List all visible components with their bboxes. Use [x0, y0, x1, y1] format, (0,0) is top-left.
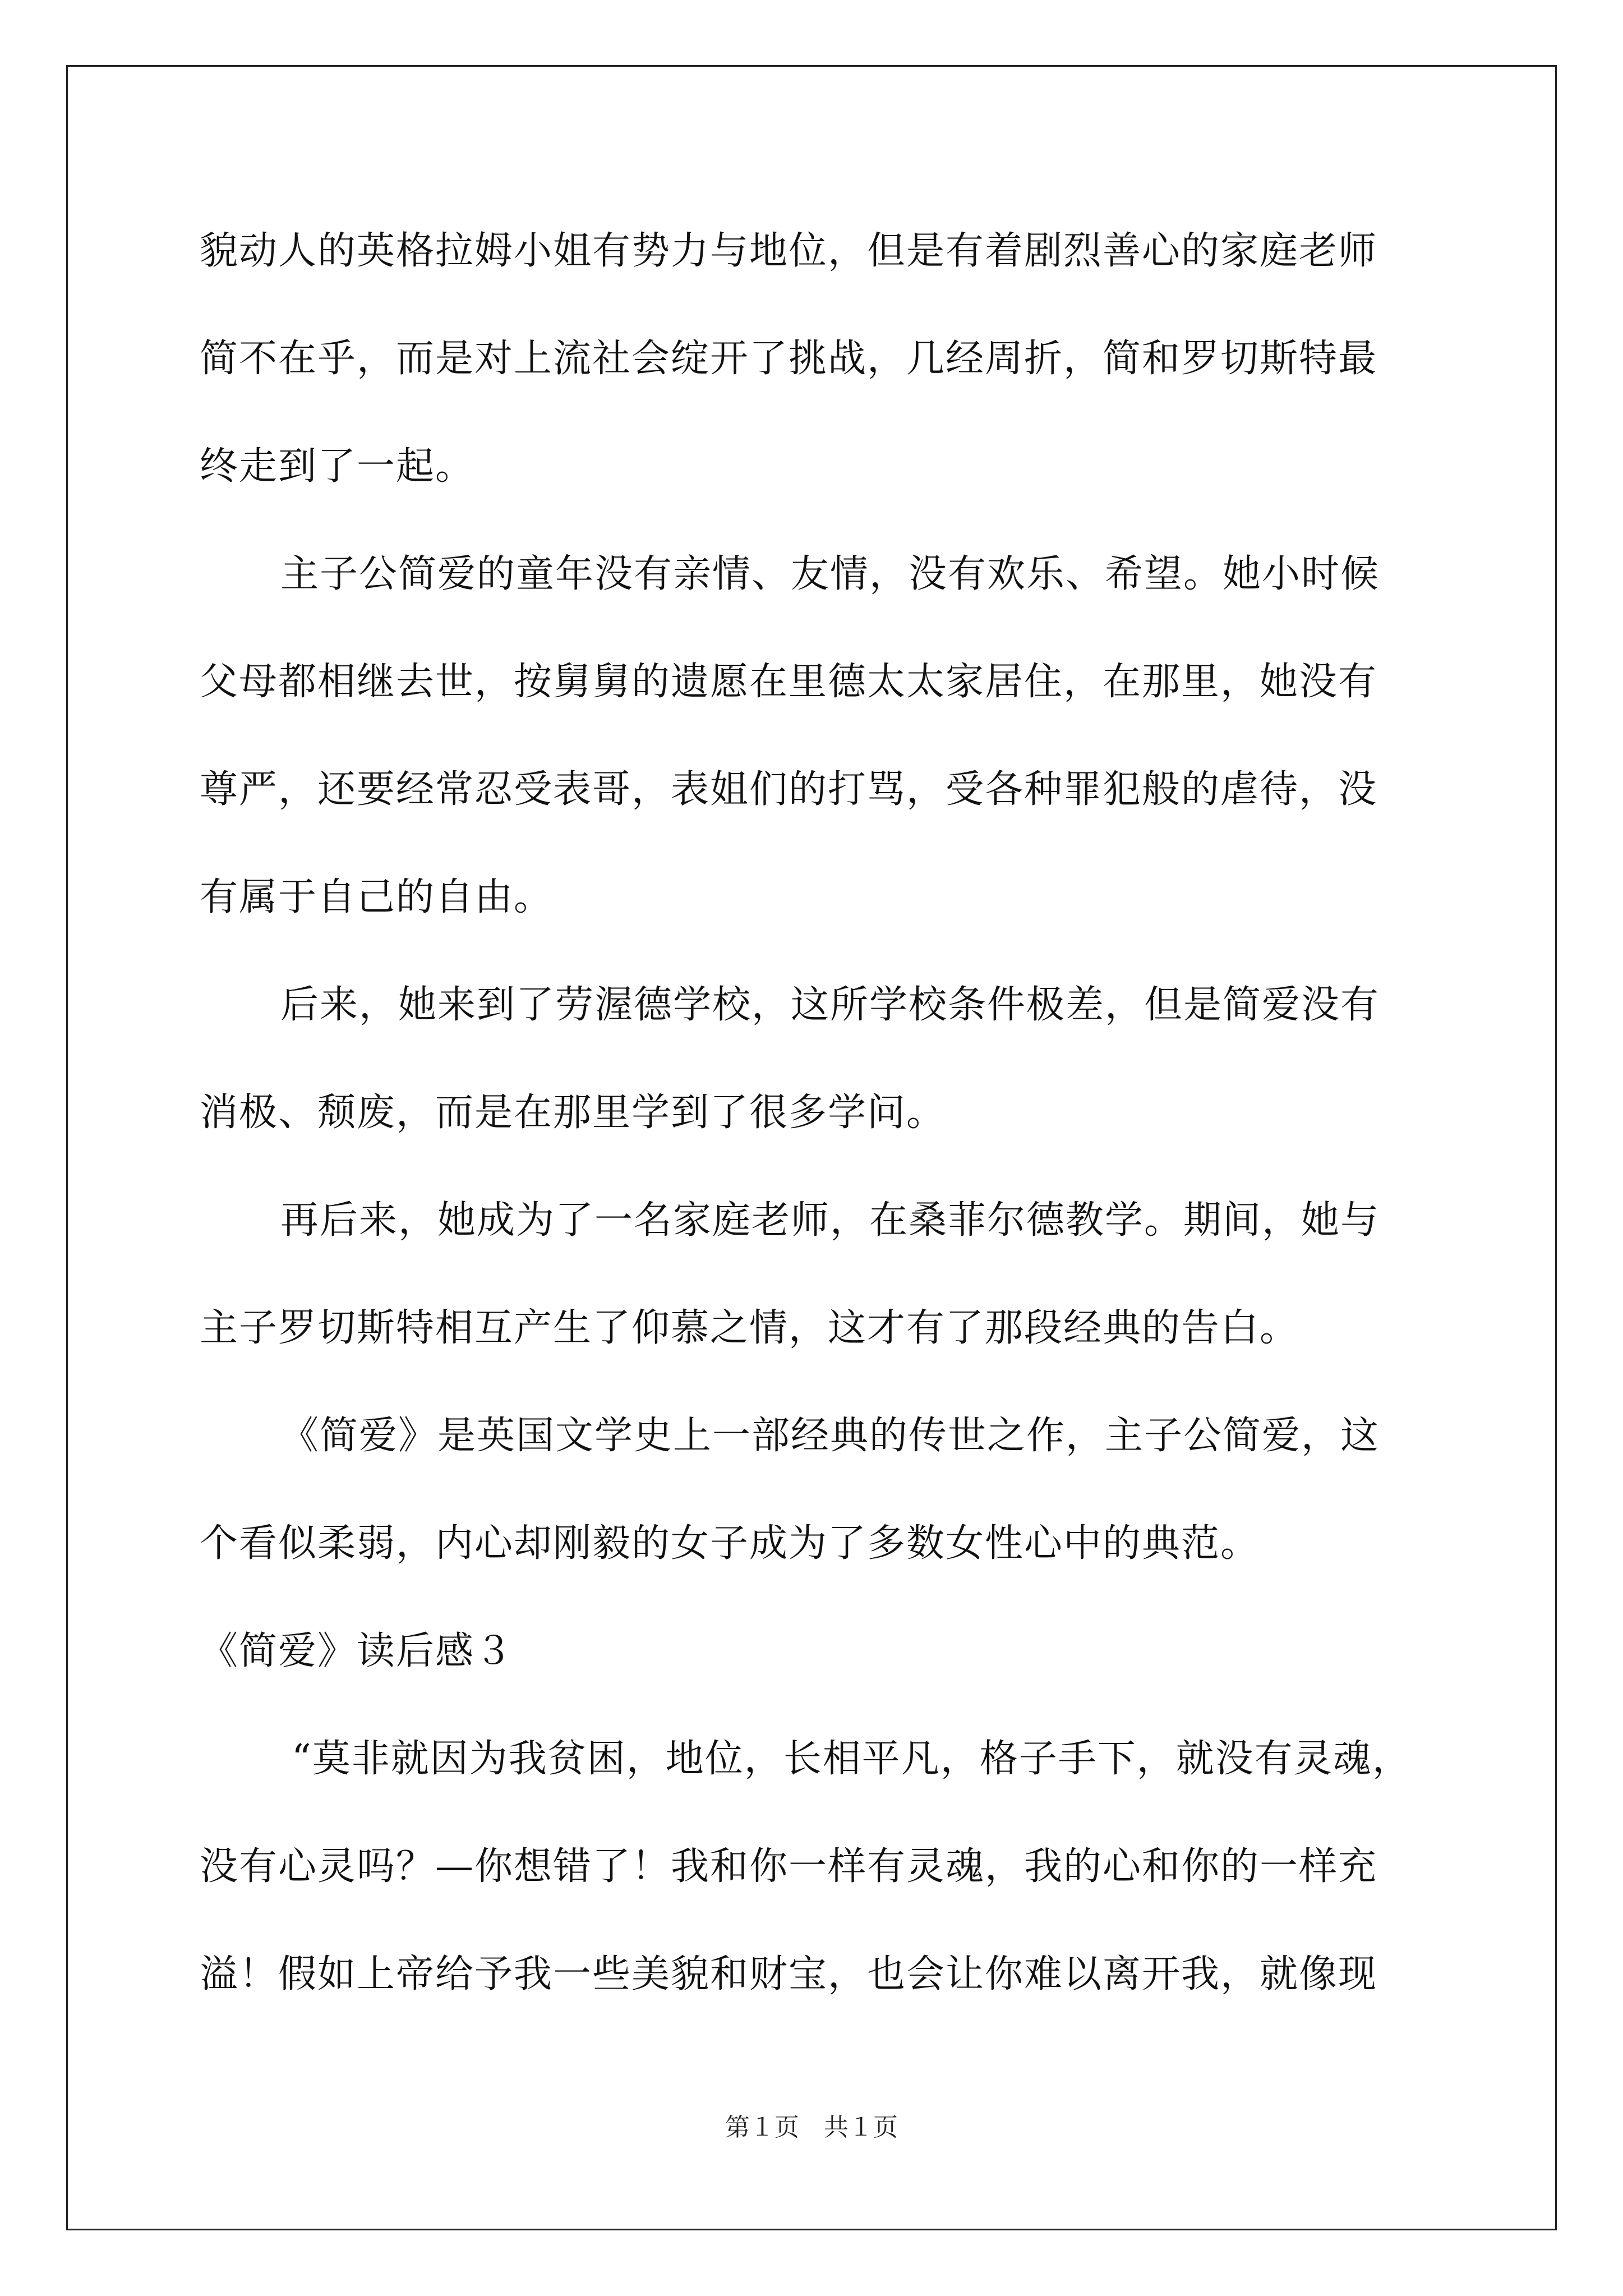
text-line: 溢！假如上帝给予我一些美貌和财宝，也会让你难以离开我，就像现 — [200, 1952, 1378, 1996]
text-line: 父母都相继去世，按舅舅的遗愿在里德太太家居住，在那里，她没有 — [200, 660, 1378, 704]
page-number-footer: 第１页 共１页 — [725, 2113, 898, 2142]
text-line: 貌动人的英格拉姆小姐有势力与地位，但是有着剧烈善心的家庭老师 — [200, 229, 1378, 273]
text-line: 主子公简爱的童年没有亲情、友情，没有欢乐、希望。她小时候 — [280, 552, 1380, 596]
text-line: 后来，她来到了劳渥德学校，这所学校条件极差，但是简爱没有 — [280, 983, 1380, 1027]
text-line: “莫非就因为我贫困，地位，长相平凡，格子手下，就没有灵魂， — [292, 1737, 1412, 1781]
page-border — [66, 65, 1557, 2230]
text-line: 没有心灵吗？—你想错了！我和你一样有灵魂，我的心和你的一样充 — [200, 1844, 1378, 1889]
text-line: 有属于自己的自由。 — [200, 875, 554, 919]
text-line: 主子罗切斯特相互产生了仰慕之情，这才有了那段经典的告白。 — [200, 1306, 1299, 1350]
text-line: 个看似柔弱，内心却刚毅的女子成为了多数女性心中的典范。 — [200, 1521, 1260, 1566]
text-line: 消极、颓废，而是在那里学到了很多学问。 — [200, 1091, 946, 1135]
text-line: 尊严，还要经常忍受表哥，表姐们的打骂，受各种罪犯般的虐待，没 — [200, 767, 1378, 812]
text-line: 简不在乎，而是对上流社会绽开了挑战，几经周折，简和罗切斯特最 — [200, 337, 1378, 381]
section-heading: 《简爱》读后感３ — [200, 1629, 514, 1673]
text-line: 再后来，她成为了一名家庭老师，在桑菲尔德教学。期间，她与 — [280, 1198, 1380, 1243]
text-line: 《简爱》是英国文学史上一部经典的传世之作，主子公简爱，这 — [280, 1414, 1380, 1458]
text-line: 终走到了一起。 — [200, 444, 475, 489]
